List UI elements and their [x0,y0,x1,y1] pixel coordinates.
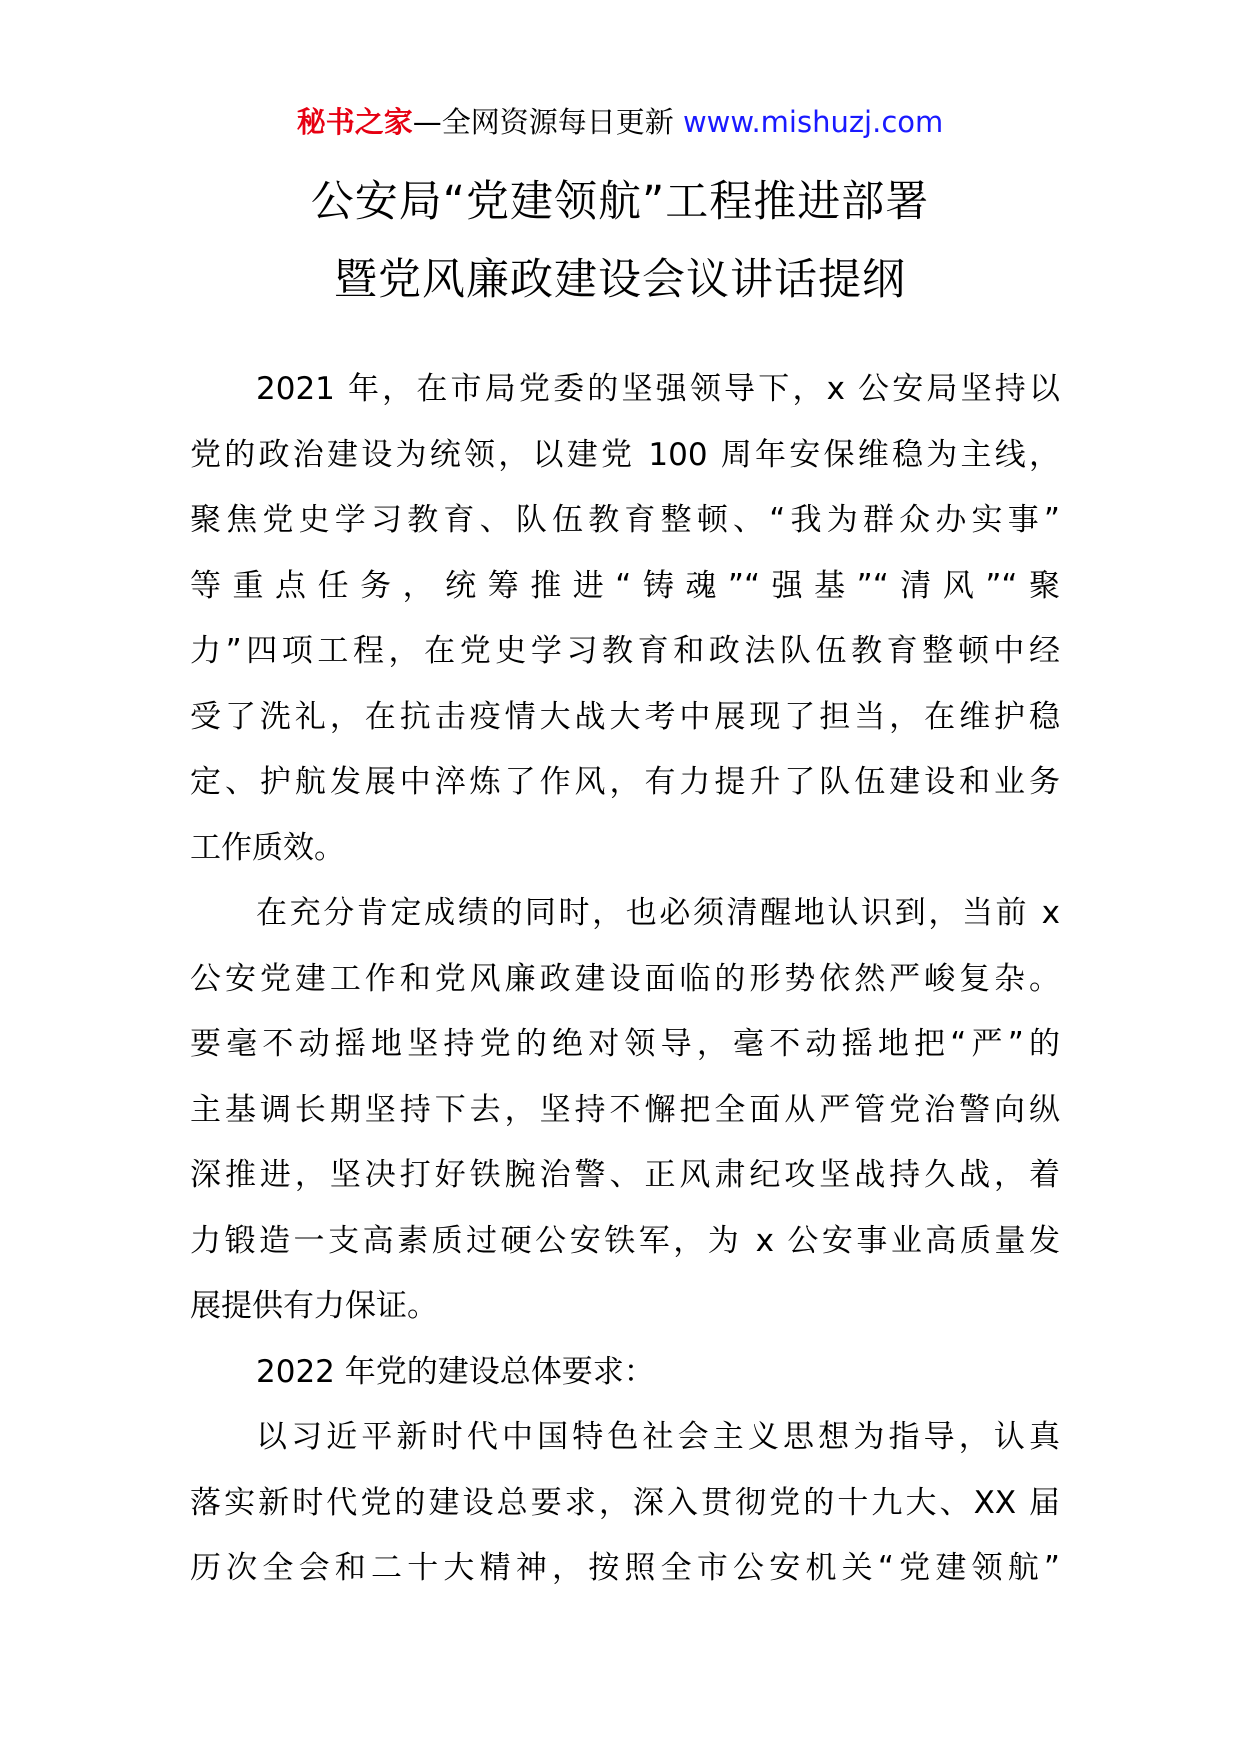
text-line: 以习近平新时代中国特色社会主义思想为指导，认真 [256,1419,1060,1455]
text-line: 定、护航发展中淬炼了作风，有力提升了队伍建设和业务 [190,764,1060,800]
text-line: 力”四项工程，在党史学习教育和政法队伍教育整顿中经 [190,633,1060,669]
text-line: 力锻造一支高素质过硬公安铁军，为 x 公安事业高质量发 [190,1222,1060,1259]
text-line: 2021 年，在市局党委的坚强领导下，x 公安局坚持以 [256,371,1060,407]
text-line: 党的政治建设为统领，以建党 100 周年安保维稳为主线， [190,436,1060,473]
text-line: 展提供有力保证。 [190,1288,438,1324]
header-slogan: —全网资源每日更新 [412,105,683,139]
brand-name: 秘书之家 [296,105,413,139]
text-line: 等重点任务，统筹推进“铸魂”“强基”“清风”“聚 [190,567,1060,604]
paragraph-3-heading [190,1340,1060,1406]
text-line: 主基调长期坚持下去，坚持不懈把全面从严管党治警向纵 [190,1091,1060,1128]
text-line: 受了洗礼，在抗击疫情大战大考中展现了担当，在维护稳 [190,698,1060,735]
text-line: 2022 年党的建设总体要求： [256,1353,655,1390]
text-line: 工作质效。 [190,829,345,866]
text-line: 公安党建工作和党风廉政建设面临的形势依然严峻复杂。 [190,960,1060,997]
text-line: 历次全会和二十大精神，按照全市公安机关“党建领航” [190,1550,1060,1586]
text-line: 聚焦党史学习教育、队伍教育整顿、“我为群众办实事” [190,502,1060,538]
document-body [190,357,1060,1602]
text-line: 要毫不动摇地坚持党的绝对领导，毫不动摇地把“严”的 [190,1026,1060,1062]
text-line: 深推进，坚决打好铁腕治警、正风肃纪攻坚战持久战，着 [190,1157,1060,1193]
text-line: 落实新时代党的建设总要求，深入贯彻党的十九大、XX 届 [190,1484,1060,1521]
paragraph-2 [190,881,1060,1340]
paragraph-4 [190,1405,1060,1602]
header-banner [0,100,1240,144]
paragraph-1 [190,357,1060,881]
title-line-1: 公安局“党建领航”工程推进部署 [310,177,930,227]
title-line-2: 暨党风廉政建设会议讲话提纲 [334,255,906,305]
website-link[interactable]: www.mishuzj.com [682,105,944,139]
document-title [0,163,1240,319]
text-line: 在充分肯定成绩的同时，也必须清醒地认识到，当前 x [256,895,1060,931]
